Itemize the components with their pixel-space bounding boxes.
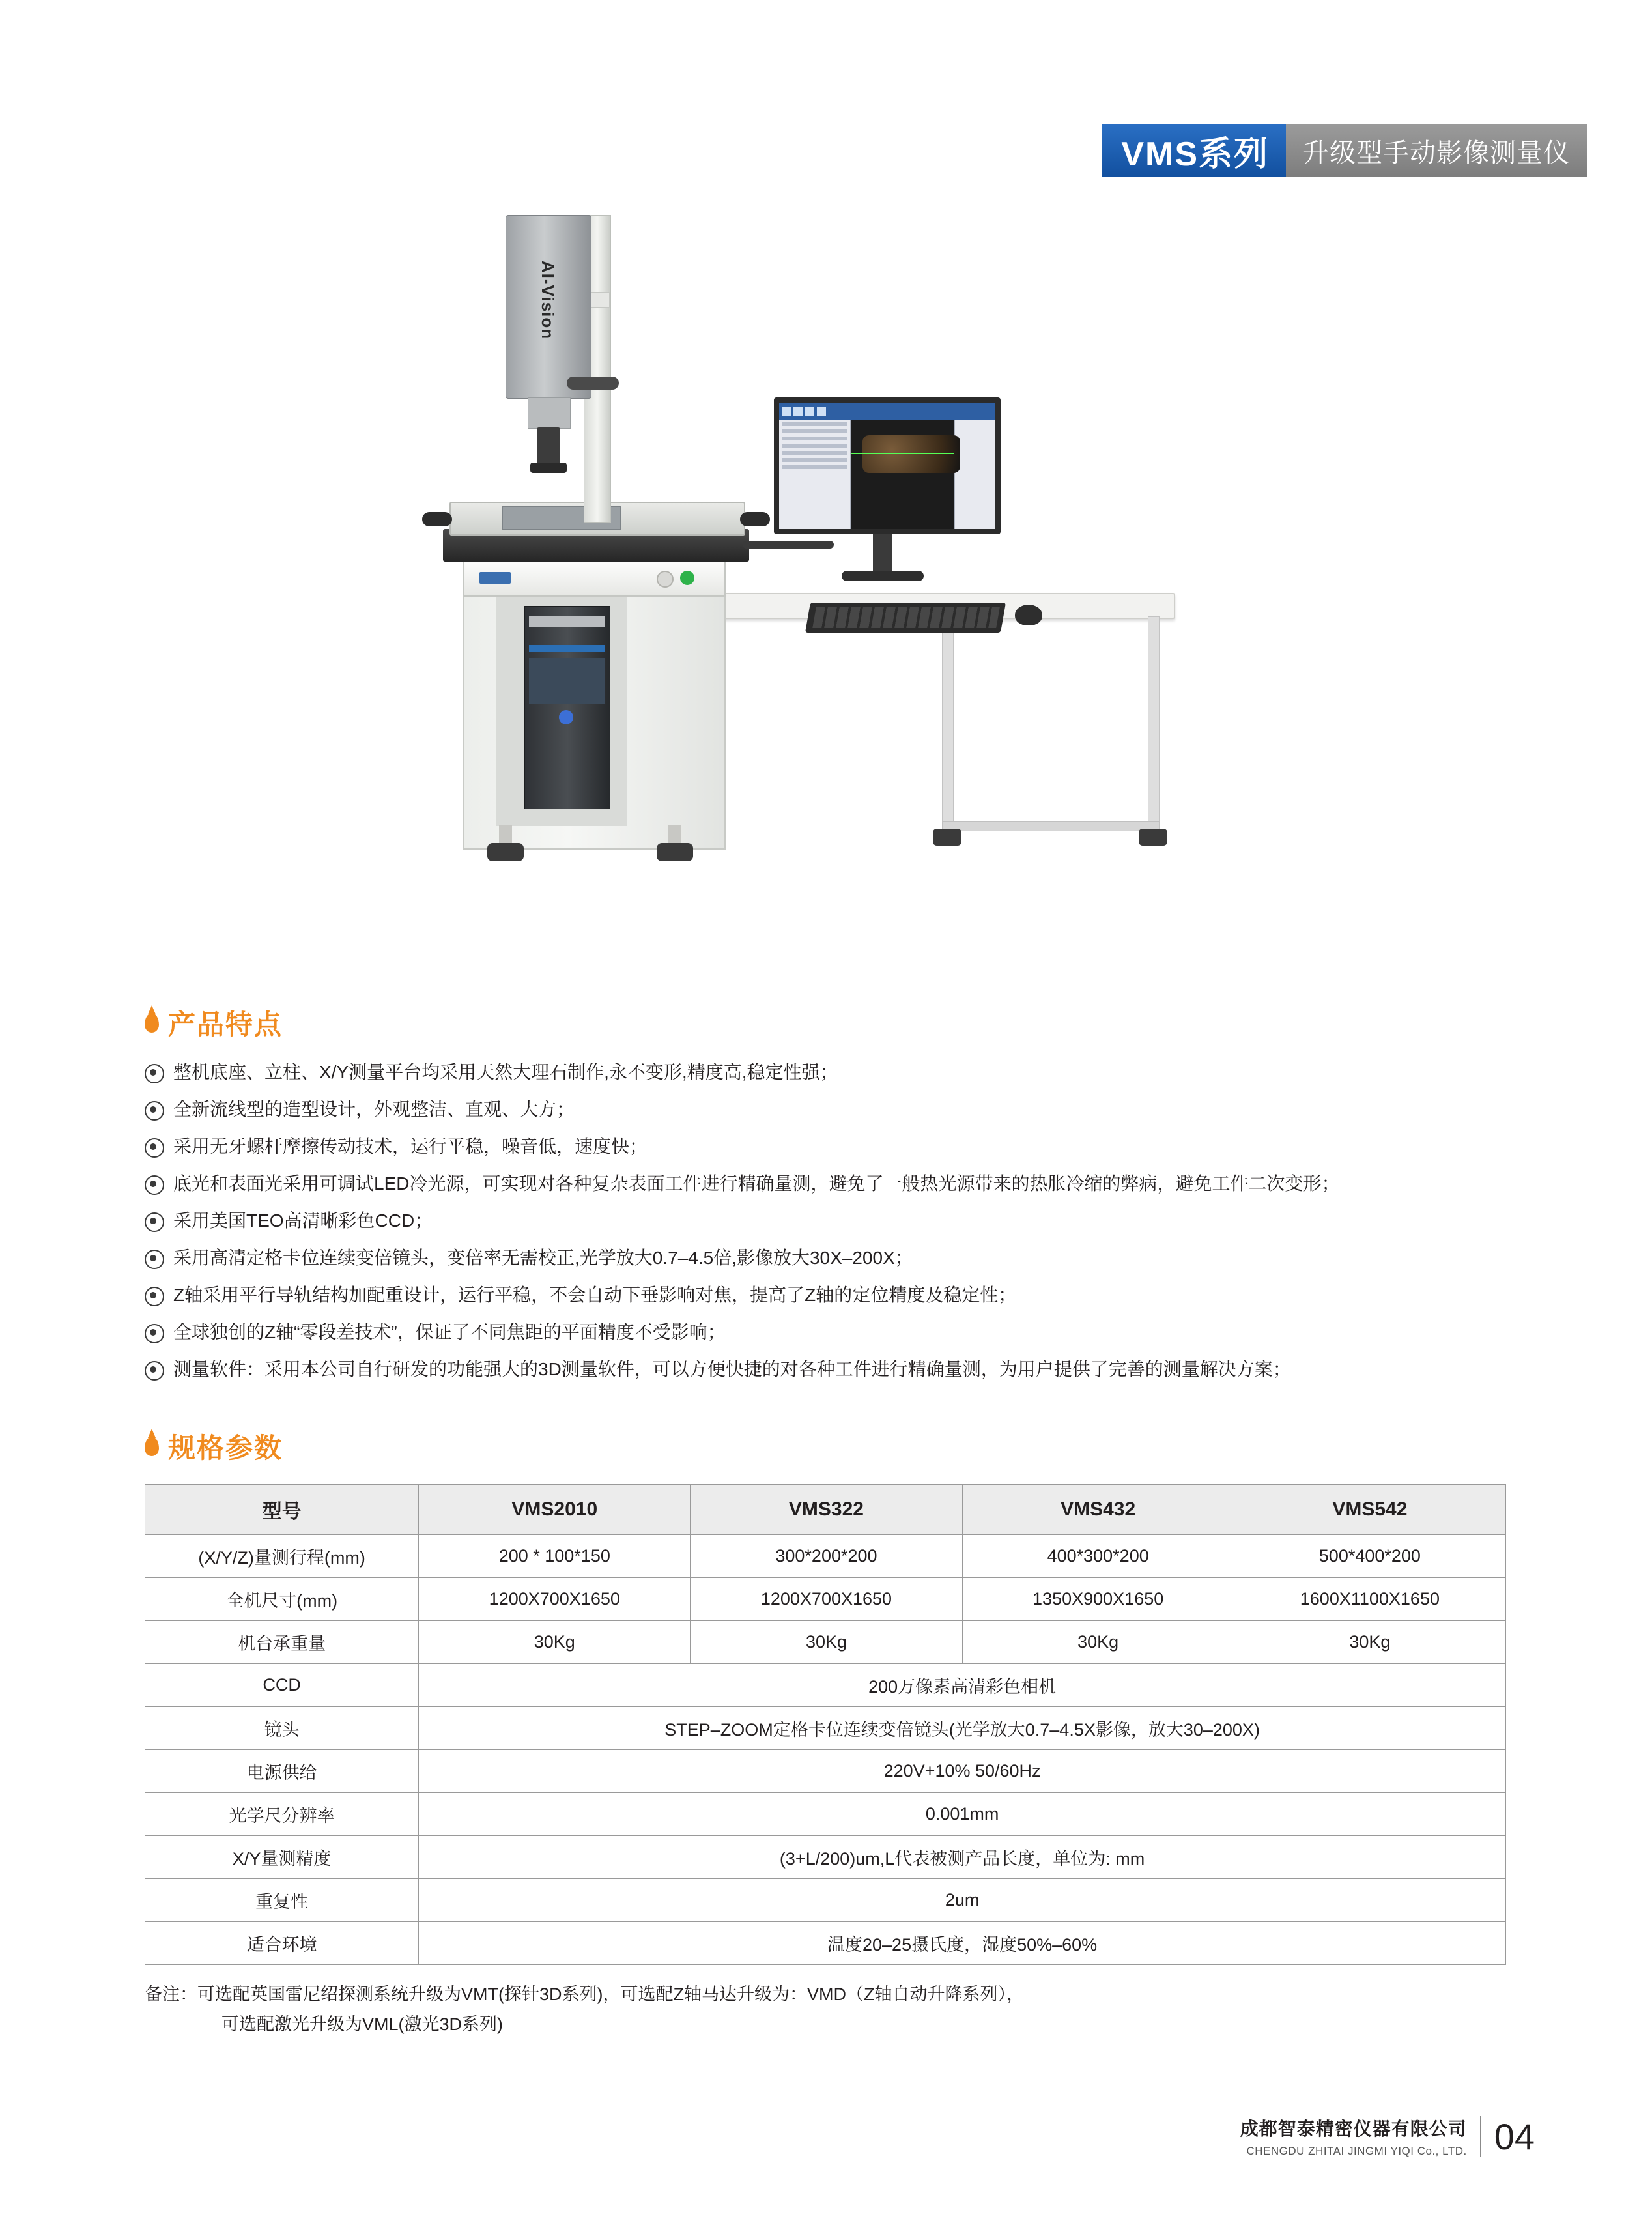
crosshair-horizontal [851,453,954,454]
pc-tower [524,606,610,809]
camera-view [851,420,954,529]
features-title: 产品特点 [168,1009,283,1040]
bullet-icon [145,1250,164,1269]
row-value: 200 * 100*150 [419,1535,691,1578]
company-block [1240,2115,1467,2158]
table-row [145,1578,1506,1621]
bullet-icon [145,1212,164,1232]
focus-knob [567,377,619,390]
software-right-panel [954,420,995,529]
table-row [145,1793,1506,1836]
desk-leg-right [1148,616,1160,833]
toolbar-icon [805,407,814,416]
stage-knob-right [740,512,770,526]
col-header-vms432: VMS432 [962,1485,1234,1535]
page-number: 04 [1494,2115,1535,2157]
row-value: 30Kg [962,1621,1234,1664]
col-header-model: 型号 [145,1485,419,1535]
bullet-icon [145,1064,164,1083]
bullet-icon [145,1101,164,1121]
machine-leg-right [668,825,681,844]
footer-divider [1480,2116,1481,2157]
row-label: 全机尺寸(mm) [145,1578,419,1621]
machine-foot-right [657,843,693,861]
machine-leg-left [499,825,512,844]
row-value: 1200X700X1650 [419,1578,691,1621]
table-row [145,1535,1506,1578]
desk-foot-pad-left [933,829,961,846]
feature-text: 采用美国TEO高清晰彩色CCD； [173,1211,433,1231]
remark-line-2: 可选配激光升级为VML(激光3D系列) [221,2014,504,2034]
product-photo [352,195,1303,971]
row-label: X/Y量测精度 [145,1836,419,1879]
drop-icon [145,1013,159,1033]
company-name-en: CHENGDU ZHITAI JINGMI YIQI Co., LTD. [1246,2145,1467,2157]
row-value-merged: 0.001mm [419,1793,1506,1836]
row-value-merged: 220V+10% 50/60Hz [419,1750,1506,1793]
row-value: 500*400*200 [1234,1535,1505,1578]
col-header-vms322: VMS322 [691,1485,962,1535]
features-heading [145,1003,1339,1042]
feature-item [145,1245,1339,1271]
row-value: 30Kg [419,1621,691,1664]
feature-item [145,1134,1339,1160]
bullet-icon [145,1287,164,1306]
panel-line [782,437,847,440]
stage-rail [743,541,834,549]
pc-front-panel [529,658,605,704]
row-value-merged: (3+L/200)um,L代表被测产品长度，单位为: mm [419,1836,1506,1879]
machine-knob [657,571,674,588]
ring-light [530,463,567,473]
monitor-stand-base [842,571,924,581]
row-value: 1200X700X1650 [691,1578,962,1621]
row-value-merged: 2um [419,1879,1506,1922]
feature-text: 采用高清定格卡位连续变倍镜头，变倍率无需校正,光学放大0.7–4.5倍,影像放大30X–200X； [173,1248,913,1268]
row-value-merged: 温度20–25摄氏度，湿度50%–60% [419,1922,1506,1965]
header-banner [1102,124,1587,177]
table-row [145,1750,1506,1793]
pc-accent-strip [529,645,605,652]
toolbar-icon [817,407,826,416]
panel-line [782,458,847,462]
feature-item [145,1282,1339,1308]
mouse [1015,605,1042,625]
pc-drive-bay [529,616,605,627]
spec-table [145,1484,1506,1965]
software-toolbar [779,403,995,420]
row-value: 30Kg [691,1621,962,1664]
panel-line [782,451,847,455]
panel-line [782,422,847,426]
remark-line-1: 备注：可选配英国雷尼绍探测系统升级为VMT(探针3D系列)，可选配Z轴马达升级为：VMD（Z轴自动升降系列）， [145,1985,1024,2004]
table-row [145,1621,1506,1664]
zoom-lens [537,427,560,464]
desk-foot-pad-right [1139,829,1167,846]
workpiece-image [862,435,960,473]
row-value: 300*200*200 [691,1535,962,1578]
head-brand-label [506,235,590,365]
row-label: (X/Y/Z)量测行程(mm) [145,1535,419,1578]
row-value: 400*300*200 [962,1535,1234,1578]
table-row [145,1707,1506,1750]
row-label: 光学尺分辨率 [145,1793,419,1836]
head-neck [528,397,571,429]
feature-item [145,1059,1339,1085]
feature-text: 全球独创的Z轴“零段差技术”，保证了不同焦距的平面精度不受影响； [173,1322,726,1342]
feature-item [145,1171,1339,1197]
feature-item [145,1208,1339,1234]
page-footer [1240,2115,1535,2158]
software-body [779,420,995,529]
head-brand-text: AI-Vision [538,260,558,339]
feature-text: Z轴采用平行导轨结构加配重设计，运行平稳，不会自动下垂影响对焦，提高了Z轴的定位精度及稳定性； [173,1285,1017,1305]
features-list [145,1059,1339,1383]
row-value: 1350X900X1650 [962,1578,1234,1621]
row-label: 机台承重量 [145,1621,419,1664]
row-value-merged: STEP–ZOOM定格卡位连续变倍镜头(光学放大0.7–4.5X影像，放大30–200X) [419,1707,1506,1750]
col-header-vms2010: VMS2010 [419,1485,691,1535]
machine-power-indicator [680,571,694,585]
software-left-panel [779,420,851,529]
machine-foot-left [487,843,524,861]
monitor [774,397,1001,534]
bullet-icon [145,1175,164,1195]
desk-leg-left [942,616,954,833]
table-row [145,1836,1506,1879]
desk-foot-bar [942,821,1160,831]
row-value: 30Kg [1234,1621,1505,1664]
row-label: 镜头 [145,1707,419,1750]
row-label: 电源供给 [145,1750,419,1793]
feature-item [145,1096,1339,1123]
table-row [145,1922,1506,1965]
series-title: VMS系列 [1102,124,1286,177]
table-header-row [145,1485,1506,1535]
feature-item [145,1319,1339,1345]
pc-power-button [559,710,573,724]
company-name-cn: 成都智泰精密仪器有限公司 [1240,2119,1467,2139]
bullet-icon [145,1324,164,1343]
monitor-screen [779,403,995,529]
panel-line [782,429,847,433]
table-remark [145,1979,1506,2039]
table-row [145,1664,1506,1707]
feature-text: 测量软件：采用本公司自行研发的功能强大的3D测量软件，可以方便快捷的对各种工件进行精确量测，为用户提供了完善的测量解决方案； [173,1359,1291,1379]
features-section [145,1003,1339,1394]
machine-brand-plate [479,572,511,584]
feature-text: 底光和表面光采用可调试LED冷光源，可实现对各种复杂表面工件进行精确量测，避免了一般热光源带来的热胀冷缩的弊病，避免工件二次变形； [173,1173,1340,1194]
feature-text: 采用无牙螺杆摩擦传动技术，运行平稳，噪音低，速度快； [173,1136,648,1156]
spec-title: 规格参数 [168,1433,283,1463]
toolbar-icon [793,407,803,416]
feature-text: 整机底座、立柱、X/Y测量平台均采用天然大理石制作,永不变形,精度高,稳定性强； [173,1062,838,1082]
feature-text: 全新流线型的造型设计，外观整洁、直观、大方； [173,1099,575,1119]
series-subtitle: 升级型手动影像测量仪 [1286,124,1587,177]
table-row [145,1879,1506,1922]
panel-line [782,444,847,448]
row-value-merged: 200万像素高清彩色相机 [419,1664,1506,1707]
bullet-icon [145,1138,164,1158]
row-value: 1600X1100X1650 [1234,1578,1505,1621]
row-label: 适合环境 [145,1922,419,1965]
col-header-vms542: VMS542 [1234,1485,1505,1535]
toolbar-icon [782,407,791,416]
keyboard-keys [812,607,1000,628]
row-label: 重复性 [145,1879,419,1922]
bullet-icon [145,1361,164,1381]
panel-line [782,465,847,469]
drop-icon [145,1437,159,1456]
row-label: CCD [145,1664,419,1707]
monitor-stand-neck [873,534,892,572]
spec-heading [145,1427,1506,1466]
stage-knob-left [422,512,452,526]
spec-section [145,1427,1506,2039]
feature-item [145,1356,1339,1383]
